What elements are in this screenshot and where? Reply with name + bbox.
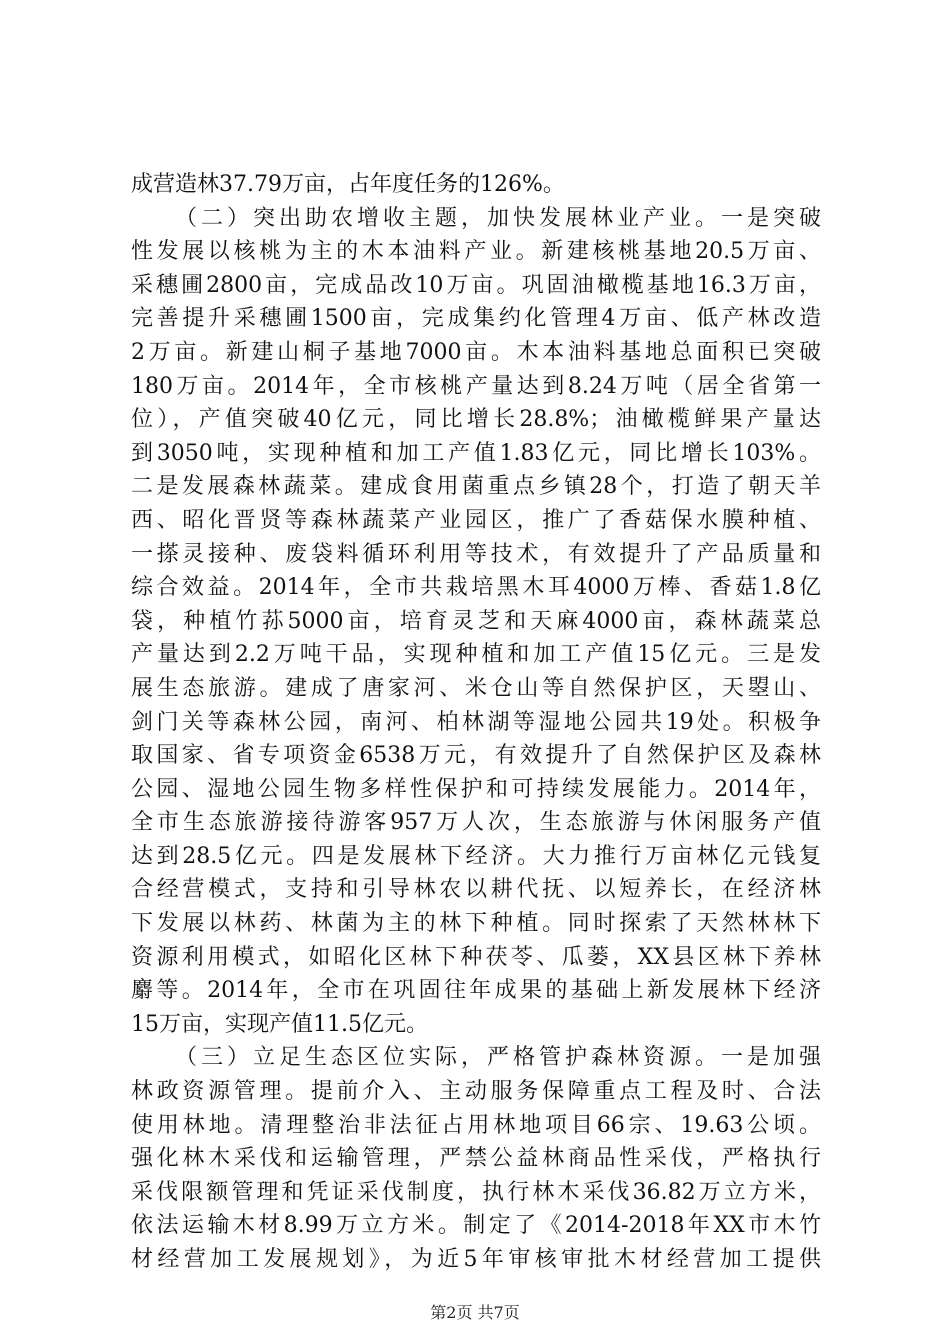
text-line: 剑门关等森林公园，南河、柏林湖等湿地公园共19处。积极争 (131, 709, 821, 735)
page-number-footer: 第2页 共7页 (430, 1303, 520, 1322)
text-line: 袋，种植竹荪5000亩，培育灵芝和天麻4000亩，森林蔬菜总 (131, 608, 821, 634)
text-line: 全市生态旅游接待游客957万人次，生态旅游与休闲服务产值 (131, 810, 821, 836)
text-line: 一搽灵接种、废袋料循环利用等技术，有效提升了产品质量和 (131, 541, 821, 567)
text-line: 取国家、省专项资金6538万元，有效提升了自然保护区及森林 (131, 743, 821, 769)
text-line: 采伐限额管理和凭证采伐制度，执行林木采伐36.82万立方米， (131, 1179, 821, 1205)
text-line: 综合效益。2014年，全市共栽培黑木耳4000万棒、香菇1.8亿 (131, 575, 821, 601)
text-line: 使用林地。清理整治非法征占用林地项目66宗、19.63公顷。 (131, 1112, 821, 1138)
text-line: 下发展以林药、林菌为主的林下种植。同时探索了天然林林下 (131, 911, 821, 937)
text-line: 完善提升采穗圃1500亩，完成集约化管理4万亩、低产林改造 (131, 306, 821, 332)
body-text (131, 168, 821, 1277)
text-line: 采穗圃2800亩，完成品改10万亩。巩固油橄榄基地16.3万亩， (131, 272, 821, 298)
text-line: 西、昭化晋贤等森林蔬菜产业园区，推广了香菇保水膜种植、 (131, 507, 821, 533)
text-line: 强化林木采伐和运输管理，严禁公益林商品性采伐，严格执行 (131, 1146, 821, 1172)
text-line: 依法运输木材8.99万立方米。制定了《2014-2018年XX市木竹 (131, 1213, 821, 1239)
text-line: 二是发展森林蔬菜。建成食用菌重点乡镇28个，打造了朝天羊 (131, 474, 821, 500)
text-line: 合经营模式，支持和引导林农以耕代抚、以短养长，在经济林 (131, 877, 821, 903)
text-line: 资源利用模式，如昭化区林下种茯苓、瓜蒌，XX县区林下养林 (131, 944, 821, 970)
text-line: 展生态旅游。建成了唐家河、米仓山等自然保护区，天曌山、 (131, 675, 821, 701)
paragraph-start-line: （二）突出助农增收主题，加快发展林业产业。一是突破 (175, 205, 821, 231)
text-line: 产量达到2.2万吨干品，实现种植和加工产值15亿元。三是发 (131, 642, 821, 668)
text-line: 达到28.5亿元。四是发展林下经济。大力推行万亩林亿元钱复 (131, 843, 821, 869)
text-line: 林政资源管理。提前介入、主动服务保障重点工程及时、合法 (131, 1079, 821, 1105)
text-line: 麝等。2014年，全市在巩固往年成果的基础上新发展林下经济 (131, 978, 821, 1004)
text-line: 180万亩。2014年，全市核桃产量达到8.24万吨（居全省第一 (131, 373, 821, 399)
text-line: 2万亩。新建山桐子基地7000亩。木本油料基地总面积已突破 (131, 339, 821, 365)
text-line: 材经营加工发展规划》，为近5年审核审批木材经营加工提供 (131, 1247, 821, 1272)
text-line: 性发展以核桃为主的木本油料产业。新建核桃基地20.5万亩、 (131, 239, 821, 265)
text-line: 公园、湿地公园生物多样性保护和可持续发展能力。2014年， (131, 776, 821, 802)
text-line: 成营造林37.79万亩，占年度任务的126%。 (131, 172, 565, 197)
paragraph-start-line: （三）立足生态区位实际，严格管护森林资源。一是加强 (175, 1045, 821, 1071)
text-line: 到3050吨，实现种植和加工产值1.83亿元，同比增长103%。 (131, 440, 821, 466)
text-line: 位），产值突破40亿元，同比增长28.8%；油橄榄鲜果产量达 (131, 407, 821, 433)
text-line: 15万亩，实现产值11.5亿元。 (131, 1011, 428, 1037)
